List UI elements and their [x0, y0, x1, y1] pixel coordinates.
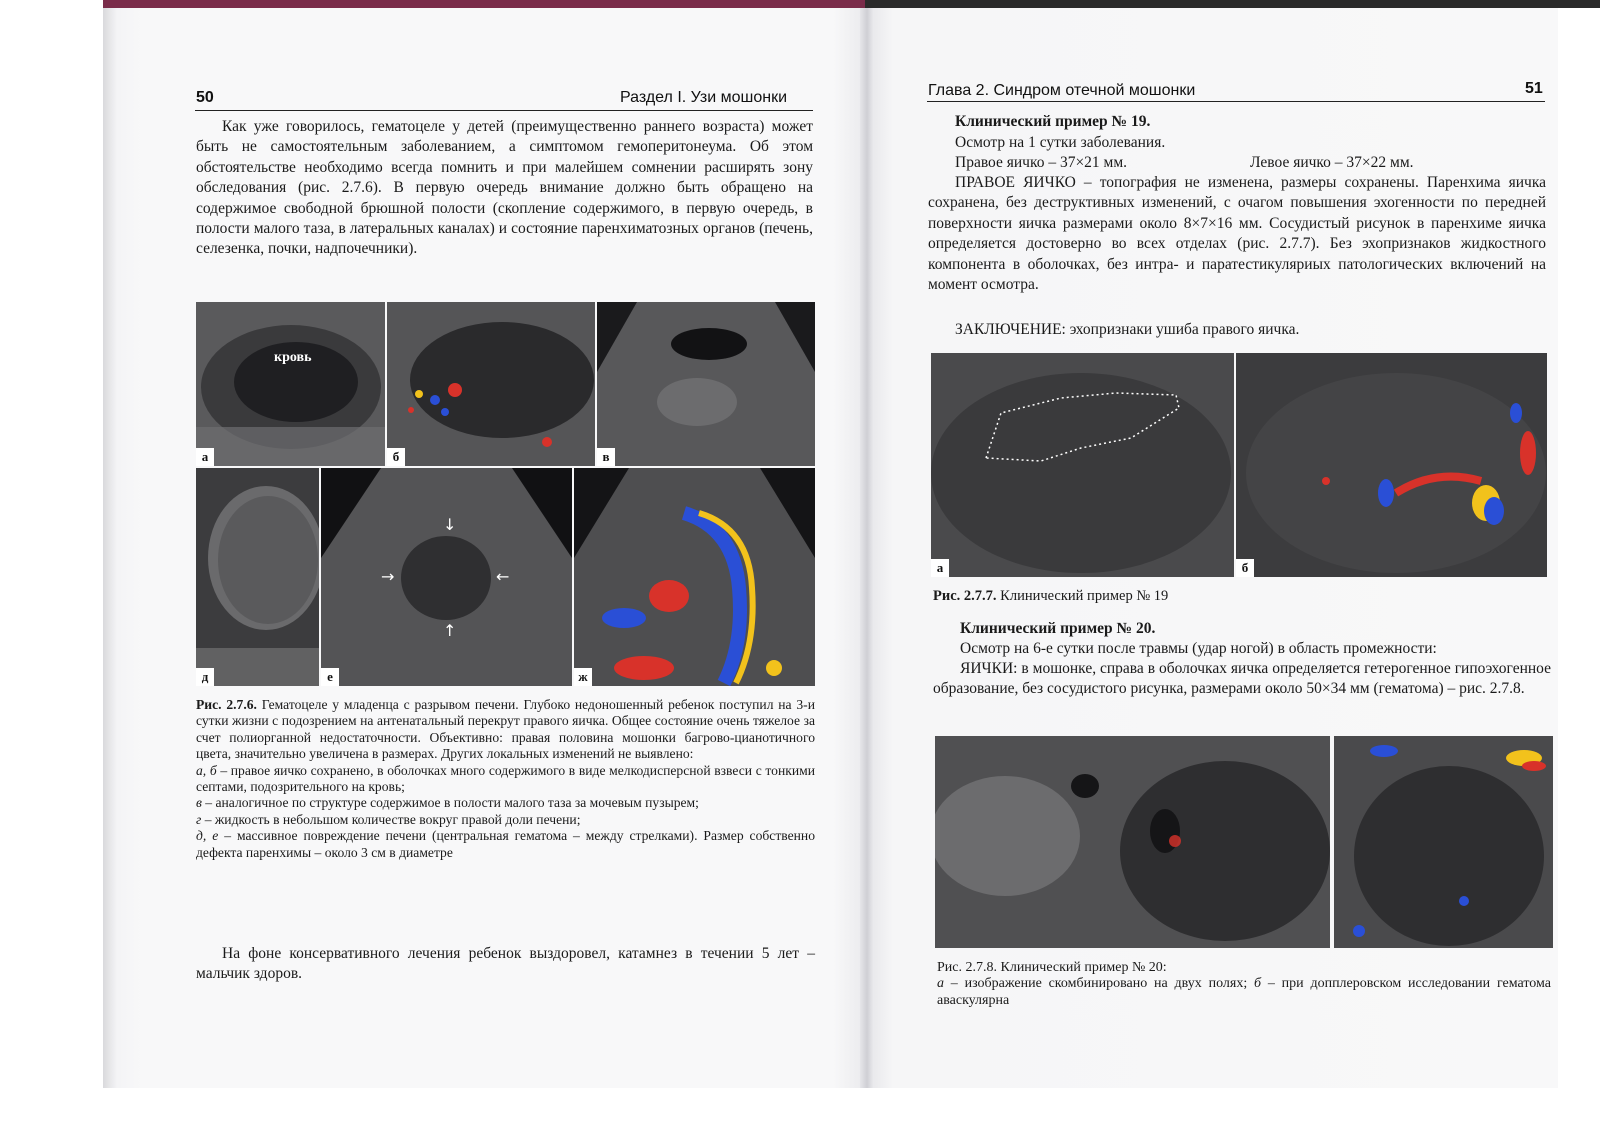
figure-2-7-7-caption: [933, 588, 1533, 604]
ex20-title: Клинический пример № 20.: [960, 620, 1156, 637]
figure-label-d: д: [196, 668, 214, 686]
ultrasound-image-277b: [1236, 353, 1547, 577]
figure-label-v: в: [597, 448, 615, 466]
svg-text:→: →: [381, 567, 395, 586]
left-page-number: 50: [196, 89, 214, 106]
ultrasound-image-278a: [935, 736, 1330, 948]
fig278-caption-a: – изображение скомбинировано на двух полях;: [944, 976, 1248, 992]
caption-g: – жидкость в небольшом количестве вокруг правой доли печени;: [201, 811, 581, 827]
ultrasound-image-278b: [1334, 736, 1553, 948]
figure-277-label-a: а: [931, 559, 949, 577]
figure-277-label-b: б: [1236, 559, 1254, 577]
left-closing-paragraph: На фоне консервативного лечения ребенок выздоровел, катамнез в течении 5 лет – мальчик здоров.: [196, 945, 815, 983]
fig277-caption: Клинический пример № 19: [1000, 588, 1169, 604]
right-page-number: 51: [1525, 80, 1543, 97]
book-cover-edge: [103, 0, 865, 8]
svg-text:←: ←: [496, 567, 510, 586]
ex19-body: ПРАВОЕ ЯИЧКО – топография не изменена, размеры сохранены. Паренхима яичка сохранена, без деструктивных изменений, с очагом повышения эхогенности по передней поверхности яичка размерами около 8×7×16 мм. Сосудистый рисунок в паренхиме яичка определяется достоверно во всех отделах (рис. 2.7.7). Без эхопризнаков жидкостного компонента в оболочках, без интра- и паратестикуляриых патологических включений на момент осмотра.: [928, 174, 1546, 294]
ultrasound-image-277a: [931, 353, 1234, 577]
caption-de-key: д, е: [196, 828, 219, 844]
ultrasound-image-b: [387, 302, 595, 466]
caption-v: – аналогичное по структуре содержимое в полости малого таза за мочевым пузырем;: [201, 795, 699, 811]
fig278-caption-b: – при допплеровском исследовании гематома аваскулярна: [937, 976, 1551, 1008]
svg-text:↑: ↑: [443, 621, 457, 640]
figure-label-b: б: [387, 448, 405, 466]
ultrasound-image-v: [597, 302, 815, 466]
figure-2-7-6-caption: [196, 697, 815, 861]
fig277-caption-title: Рис. 2.7.7.: [933, 588, 997, 604]
ex19-conclusion: ЗАКЛЮЧЕНИЕ: эхопризнаки ушиба правого яичка.: [955, 321, 1300, 338]
fig278-caption-b-key: б: [1254, 976, 1262, 992]
caption-text: Гематоцеле у младенца с разрывом печени. Глубоко недоношенный ребенок поступил на 3-и сутки жизни с подозрением на антенатальный перекрут правого яичка. Общее состояние очень тяжелое за счет полиорганной недостаточности. Объективно: правая половина мошонки багрово-цианотичного цвета, значительно увеличена в размерах. Других локальных изменений не выявлено:: [196, 697, 815, 762]
left-header-rule: [195, 110, 813, 111]
ultrasound-image-zh: [574, 468, 815, 686]
left-running-head: Раздел I. Узи мошонки: [620, 89, 788, 106]
figure-2-7-8-caption: [937, 960, 1551, 1009]
ultrasound-image-a: [196, 302, 385, 466]
left-intro-paragraph: Как уже говорилось, гематоцеле у детей (преимущественно раннего возраста) может быть не самостоятельным заболеванием, а симптомом гемоперитонеума. Об этом обстоятельстве необходимо всегда помнить и при малейшем сомнении расширять зону обследования (рис. 2.7.6). В первую очередь внимание должно быть обращено на содержимое свободной брюшной полости (скопление содержимого, в первую очередь, в полости малого таза, в латеральных каналах) и состояние паренхиматозных органов (печень, селезенка, почки, надпочечники).: [196, 118, 813, 258]
blood-label: кровь: [274, 350, 312, 365]
book-gutter: [860, 8, 874, 1088]
caption-ab-key: а, б: [196, 762, 217, 778]
fig278-caption-title: Рис. 2.7.8. Клинический пример № 20:: [937, 960, 1167, 975]
ex19-left-testis: Левое яичко – 37×22 мм.: [1250, 154, 1414, 171]
caption-g-key: г: [196, 811, 202, 827]
svg-text:↓: ↓: [443, 515, 457, 534]
book-cover-edge-right: [865, 0, 1600, 8]
caption-ab: – правое яичко сохранено, в оболочках много содержимого в виде мелкодисперсной взвеси с тонкими септами, подозрительного на кровь;: [196, 762, 815, 795]
ex19-title: Клинический пример № 19.: [955, 113, 1151, 130]
right-header-rule: [927, 101, 1545, 102]
figure-label-a: а: [196, 448, 214, 466]
figure-label-zh: ж: [574, 668, 592, 686]
ex19-right-testis: Правое яичко – 37×21 мм.: [955, 154, 1128, 171]
caption-v-key: в: [196, 795, 202, 811]
ex20-line1: Осмотр на 6-е сутки после травмы (удар ногой) в область промежности:: [960, 640, 1437, 657]
figure-label-e: е: [321, 668, 339, 686]
ex20-body: ЯИЧКИ: в мошонке, справа в оболочках яичка определяется гетерогенное гипоэхогенное образование, без сосудистого рисунка, размерами около 50×34 мм (гематома) – рис. 2.7.8.: [933, 660, 1551, 698]
ultrasound-image-d: [196, 468, 319, 686]
caption-de: – массивное повреждение печени (центральная гематома – между стрелками). Размер собственно дефекта паренхимы – около 3 см в диаметре: [196, 828, 816, 860]
right-running-head: Глава 2. Синдром отечной мошонки: [928, 82, 1196, 99]
ultrasound-image-e: [321, 468, 572, 686]
fig278-caption-a-key: а: [937, 976, 944, 992]
ex19-line1: Осмотр на 1 сутки заболевания.: [955, 134, 1166, 151]
caption-title: Рис. 2.7.6.: [196, 697, 257, 712]
